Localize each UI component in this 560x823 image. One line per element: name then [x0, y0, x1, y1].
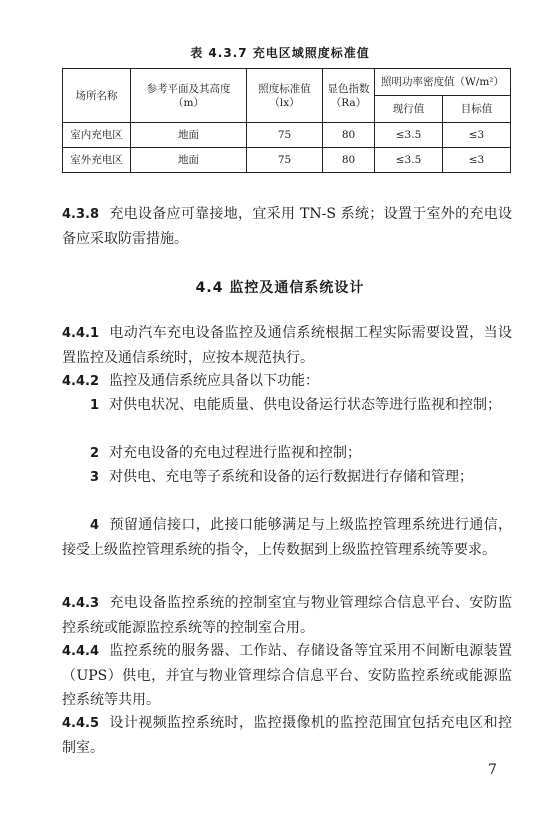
header-place: 场所名称 — [63, 69, 131, 123]
cell-illum: 75 — [247, 148, 323, 173]
cell-place: 室外充电区 — [63, 148, 131, 173]
cell-current: ≤3.5 — [375, 123, 443, 148]
clause-text: 电动汽车充电设备监控及通信系统根据工程实际需要设置，当设置监控及通信系统时，应按本规范执行。 — [62, 325, 512, 366]
item-number: 3 — [90, 470, 100, 485]
cell-ref: 地面 — [131, 123, 247, 148]
header-lpd-current: 现行值 — [375, 96, 443, 123]
clause-number: 4.4.1 — [62, 326, 100, 341]
list-item — [62, 513, 512, 562]
clause-text: 监控系统的服务器、工作站、存储设备等宜采用不间断电源装置（UPS）供电，并宜与物业管理综合信息平台、安防监控系统或能源监控系统等共用。 — [62, 643, 512, 708]
cell-ra: 80 — [323, 123, 375, 148]
clause-text: 监控及通信系统应具备以下功能： — [109, 373, 320, 389]
item-text: 对供电状况、电能质量、供电设备运行状态等进行监视和控制； — [109, 397, 502, 413]
cell-place: 室内充电区 — [63, 123, 131, 148]
item-number: 1 — [90, 398, 100, 413]
clause-number: 4.4.5 — [62, 716, 100, 731]
header-ref-plane-line1: 参考平面及其高度 — [146, 82, 231, 95]
header-illuminance-line2: （lx） — [269, 96, 300, 109]
header-lpd: 照明功率密度值（W/m²） — [375, 69, 511, 96]
clause-number: 4.4.4 — [62, 644, 100, 659]
clause-4-4-5 — [62, 711, 512, 760]
cell-target: ≤3 — [443, 148, 511, 173]
page-number: 7 — [488, 762, 497, 778]
clause-number: 4.3.8 — [62, 207, 100, 222]
list-item — [62, 465, 512, 490]
cell-ref: 地面 — [131, 148, 247, 173]
header-ref-plane-line2: （m） — [173, 96, 204, 109]
header-ra-line2: （Ra） — [330, 96, 367, 109]
header-lpd-target: 目标值 — [443, 96, 511, 123]
clause-text: 设计视频监控系统时，监控摄像机的监控范围宜包括充电区和控制室。 — [62, 715, 512, 756]
clause-4-4-1 — [62, 321, 512, 370]
cell-ra: 80 — [323, 148, 375, 173]
illuminance-standard-table — [62, 68, 511, 173]
cell-illum: 75 — [247, 123, 323, 148]
clause-text: 充电设备应可靠接地，宜采用 TN-S 系统；设置于室外的充电设备应采取防雷措施。 — [62, 206, 512, 247]
table-row — [63, 148, 511, 173]
header-illuminance — [247, 69, 323, 123]
clause-number: 4.4.2 — [62, 374, 100, 389]
cell-target: ≤3 — [443, 123, 511, 148]
clause-4-4-4 — [62, 639, 512, 712]
clause-4-3-8 — [62, 202, 512, 251]
header-ref-plane — [131, 69, 247, 123]
header-ra-line1: 显色指数 — [327, 82, 370, 95]
item-number: 4 — [90, 518, 100, 533]
item-text: 预留通信接口，此接口能够满足与上级监控管理系统进行通信，接受上级监控管理系统的指令，上传数据到上级监控管理系统等要求。 — [62, 517, 512, 558]
table-row — [63, 123, 511, 148]
clause-text: 充电设备监控系统的控制室宜与物业管理综合信息平台、安防监控系统或能源监控系统等的控制室合用。 — [62, 595, 512, 636]
header-illuminance-line1: 照度标准值 — [258, 82, 311, 95]
table-caption: 表 4.3.7 充电区域照度标准值 — [190, 46, 370, 60]
item-text: 对供电、充电等子系统和设备的运行数据进行存储和管理； — [109, 469, 474, 485]
list-item — [62, 441, 512, 466]
list-item — [62, 393, 512, 418]
clause-4-4-2 — [62, 369, 512, 394]
clause-4-4-3 — [62, 591, 512, 640]
item-number: 2 — [90, 446, 100, 461]
header-ra — [323, 69, 375, 123]
cell-current: ≤3.5 — [375, 148, 443, 173]
clause-number: 4.4.3 — [62, 596, 100, 611]
section-title: 4.4 监控及通信系统设计 — [195, 280, 365, 296]
item-text: 对充电设备的充电过程进行监视和控制； — [109, 445, 362, 461]
